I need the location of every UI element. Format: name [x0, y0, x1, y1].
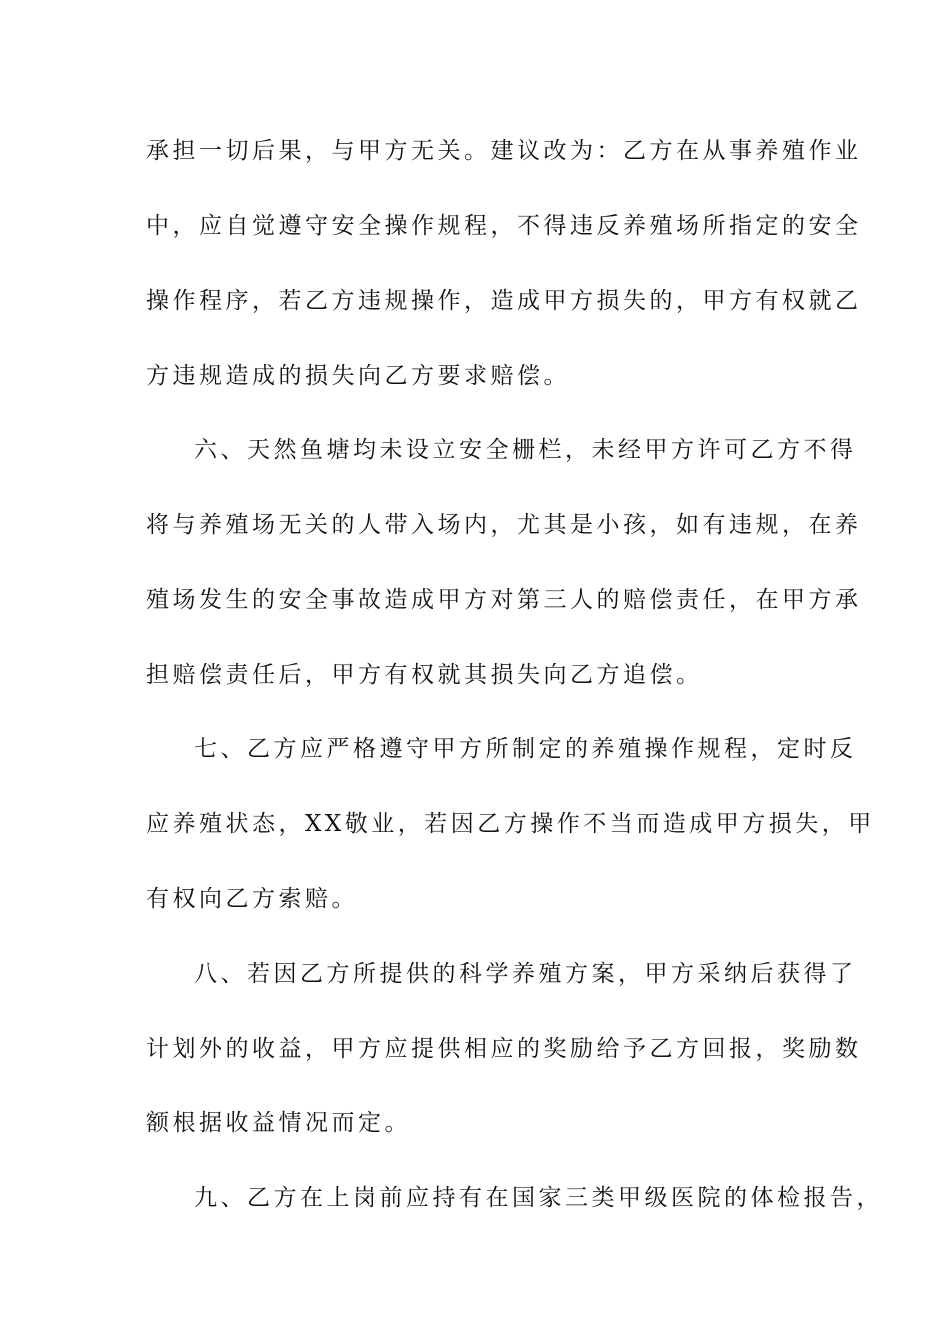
paragraph-eight-first-line: 八、若因乙方所提供的科学养殖方案，甲方采纳后获得了 — [194, 961, 857, 987]
text-line: 额根据收益情况而定。 — [146, 1110, 411, 1136]
text-line: 有权向乙方索赔。 — [146, 886, 358, 912]
text-line: 方违规造成的损失向乙方要求赔偿。 — [146, 363, 570, 389]
paragraph-six-first-line: 六、天然鱼塘均未设立安全栅栏，未经甲方许可乙方不得 — [194, 437, 857, 463]
text-line: 中，应自觉遵守安全操作规程，不得违反养殖场所指定的安全 — [146, 213, 862, 239]
text-line: 担赔偿责任后，甲方有权就其损失向乙方追偿。 — [146, 662, 703, 688]
text-line: 操作程序，若乙方违规操作，造成甲方损失的，甲方有权就乙 — [146, 288, 862, 314]
text-line: 应养殖状态，XX敬业，若因乙方操作不当而造成甲方损失，甲 — [146, 811, 875, 837]
text-line: 殖场发生的安全事故造成甲方对第三人的赔偿责任，在甲方承 — [146, 587, 862, 613]
paragraph-seven-first-line: 七、乙方应严格遵守甲方所制定的养殖操作规程，定时反 — [194, 736, 857, 762]
text-line: 计划外的收益，甲方应提供相应的奖励给予乙方回报，奖励数 — [146, 1036, 862, 1062]
text-line: 将与养殖场无关的人带入场内，尤其是小孩，如有违规，在养 — [146, 512, 862, 538]
paragraph-nine-first-line: 九、乙方在上岗前应持有在国家三类甲级医院的体检报告， — [194, 1185, 883, 1211]
text-line: 承担一切后果，与甲方无关。建议改为：乙方在从事养殖作业 — [146, 138, 862, 164]
